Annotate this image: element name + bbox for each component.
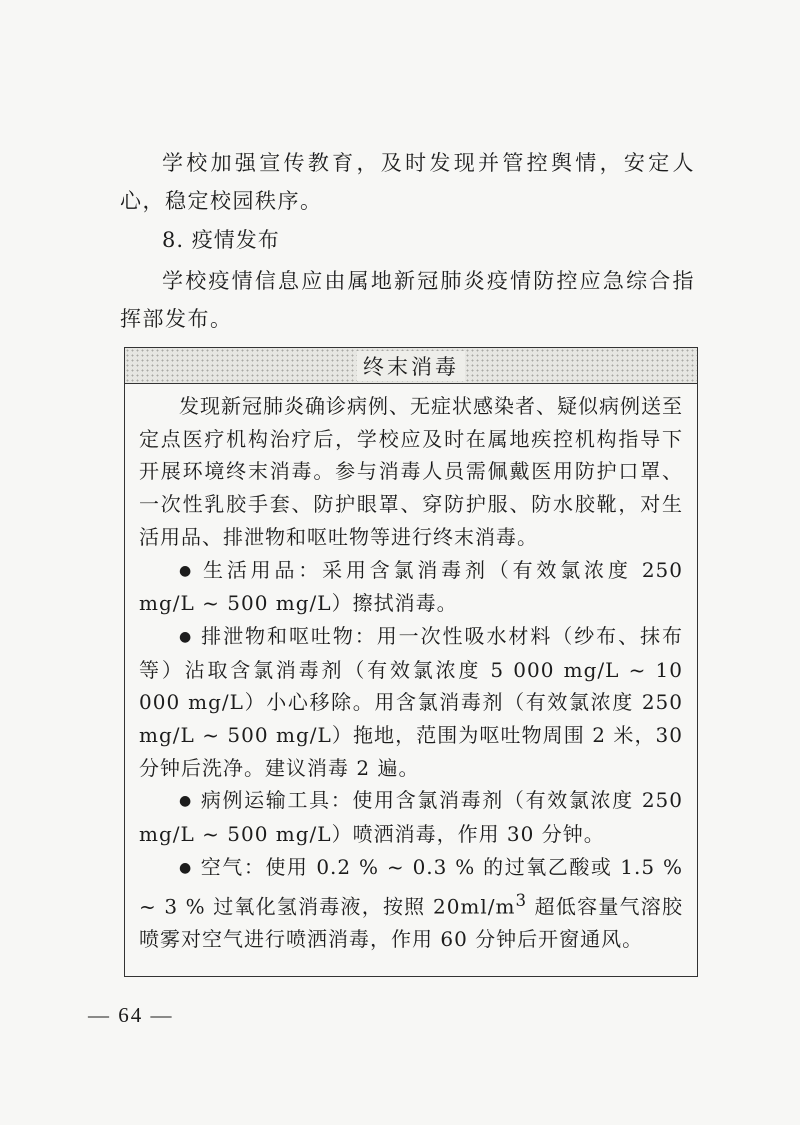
list-item-air bbox=[139, 851, 683, 956]
bullet-icon: ● bbox=[179, 859, 193, 876]
paragraph-publicity: 学校加强宣传教育，及时发现并管控舆情，安定人心，稳定校园秩序。 bbox=[120, 151, 695, 213]
list-item-excreta bbox=[139, 620, 683, 785]
paragraph-release: 学校疫情信息应由属地新冠肺炎疫情防控应急综合指挥部发布。 bbox=[120, 269, 695, 331]
terminal-disinfection-box bbox=[124, 347, 698, 977]
list-item-text-after: 超低容量气溶胶喷雾对空气进行喷洒消毒，作用 60 分钟后开窗通风。 bbox=[139, 894, 683, 951]
box-title: 终末消毒 bbox=[357, 351, 465, 381]
section-heading-8: 8. 疫情发布 bbox=[162, 228, 280, 252]
bullet-icon: ● bbox=[179, 562, 193, 579]
list-item-text: 排泄物和呕吐物：用一次性吸水材料（纱布、抹布等）沾取含氯消毒剂（有效氯浓度 5 000 mg/L ~ 10 000 mg/L）小心移除。用含氯消毒剂（有效氯浓度 250 mg/L ~ 500 mg/L）拖地，范围为呕吐物周围 2 米，30 分钟后洗净。建议消毒 2 遍。 bbox=[139, 623, 683, 780]
list-item-text: 生活用品：采用含氯消毒剂（有效氯浓度 250 mg/L ~ 500 mg/L）擦拭消毒。 bbox=[139, 557, 683, 616]
box-header bbox=[125, 348, 697, 384]
list-item-text-before: 空气：使用 0.2 % ~ 0.3 % 的过氧乙酸或 1.5 % ~ 3 % 过氧化氢消毒液，按照 20ml/m bbox=[139, 854, 683, 919]
box-intro: 发现新冠肺炎确诊病例、无症状感染者、疑似病例送至定点医疗机构治疗后，学校应及时在属地疾控机构指导下开展环境终末消毒。参与消毒人员需佩戴医用防护口罩、一次性乳胶手套、防护眼罩、穿防护服、防水胶靴，对生活用品、排泄物和呕吐物等进行终末消毒。 bbox=[139, 394, 683, 549]
list-item-transport bbox=[139, 784, 683, 850]
list-item-daily-items bbox=[139, 554, 683, 620]
page-number: — 64 — bbox=[88, 1003, 174, 1027]
bullet-icon: ● bbox=[179, 628, 193, 645]
bullet-icon: ● bbox=[179, 793, 193, 810]
box-body bbox=[125, 384, 697, 956]
list-item-text: 病例运输工具：使用含氯消毒剂（有效氯浓度 250 mg/L ~ 500 mg/L）喷洒消毒，作用 30 分钟。 bbox=[139, 788, 683, 847]
superscript-cubed: 3 bbox=[515, 890, 528, 910]
